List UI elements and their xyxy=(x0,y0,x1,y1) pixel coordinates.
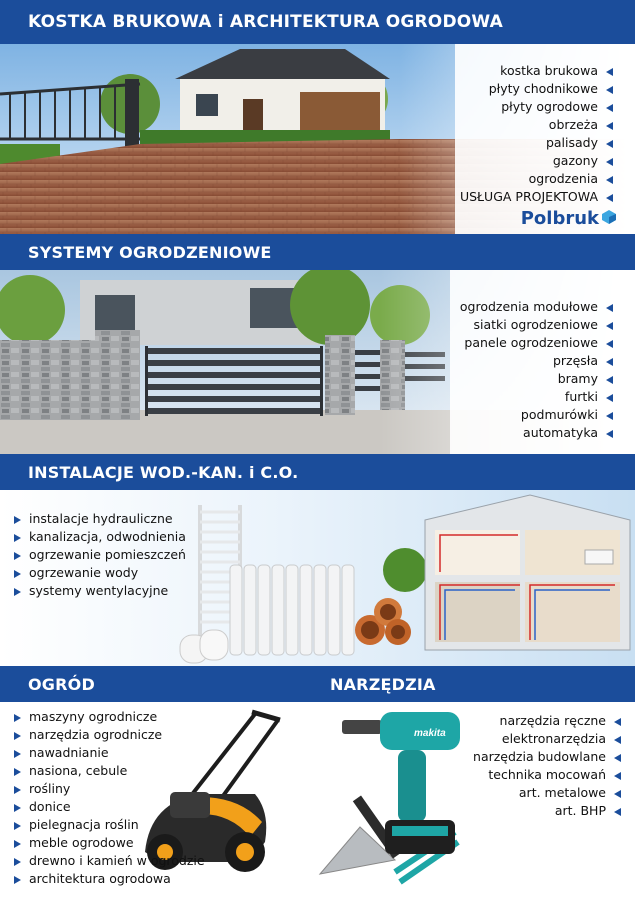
item-label: nasiona, cebule xyxy=(29,763,128,778)
list-item xyxy=(14,564,186,582)
list-item xyxy=(460,370,613,388)
arrow-left-icon xyxy=(614,772,621,780)
list-item xyxy=(14,762,205,780)
arrow-right-icon xyxy=(14,786,21,794)
arrow-left-icon xyxy=(614,808,621,816)
list-item xyxy=(460,316,613,334)
fencing-list xyxy=(460,298,613,442)
item-label: elektronarzędzia xyxy=(501,731,606,746)
arrow-left-icon xyxy=(614,736,621,744)
item-label: art. metalowe xyxy=(518,785,606,800)
plumbing-header xyxy=(0,454,635,490)
list-item xyxy=(460,352,613,370)
list-item xyxy=(460,80,613,98)
polbruk-logo xyxy=(521,208,599,229)
item-label: ogrzewanie wody xyxy=(29,565,139,580)
list-item xyxy=(460,116,613,134)
fencing-title: SYSTEMY OGRODZENIOWE xyxy=(28,243,272,262)
arrow-left-icon xyxy=(606,394,613,402)
item-label: systemy wentylacyjne xyxy=(29,583,169,598)
item-label: płyty ogrodowe xyxy=(501,99,598,114)
item-label: furtki xyxy=(564,389,598,404)
arrow-left-icon xyxy=(606,176,613,184)
item-label: ogrodzenia xyxy=(528,171,598,186)
paving-section xyxy=(0,44,635,234)
plumbing-title: INSTALACJE WOD.-KAN. i C.O. xyxy=(28,463,299,482)
arrow-right-icon xyxy=(14,552,21,560)
item-label: obrzeża xyxy=(548,117,598,132)
fencing-section xyxy=(0,270,635,454)
item-label: instalacje hydrauliczne xyxy=(29,511,173,526)
item-label: gazony xyxy=(552,153,598,168)
arrow-right-icon xyxy=(14,570,21,578)
list-item xyxy=(473,766,621,784)
garden-list xyxy=(14,708,205,888)
arrow-left-icon xyxy=(606,358,613,366)
list-item xyxy=(473,784,621,802)
item-label: rośliny xyxy=(29,781,71,796)
item-label: podmurówki xyxy=(520,407,598,422)
item-label: kostka brukowa xyxy=(500,63,598,78)
arrow-left-icon xyxy=(614,754,621,762)
list-item xyxy=(460,388,613,406)
arrow-left-icon xyxy=(606,304,613,312)
arrow-left-icon xyxy=(606,376,613,384)
list-item xyxy=(460,170,613,188)
list-item xyxy=(473,712,621,730)
list-item xyxy=(460,406,613,424)
arrow-left-icon xyxy=(614,790,621,798)
arrow-left-icon xyxy=(606,430,613,438)
arrow-right-icon xyxy=(14,714,21,722)
list-item xyxy=(460,424,613,442)
list-item xyxy=(460,188,613,206)
item-label: nawadnianie xyxy=(29,745,109,760)
arrow-left-icon xyxy=(606,122,613,130)
list-item xyxy=(14,870,205,888)
arrow-left-icon xyxy=(606,412,613,420)
arrow-left-icon xyxy=(606,104,613,112)
item-label: ogrzewanie pomieszczeń xyxy=(29,547,186,562)
item-label: panele ogrodzeniowe xyxy=(464,335,598,350)
paving-title: KOSTKA BRUKOWA i ARCHITEKTURA OGRODOWA xyxy=(28,12,503,32)
item-label: technika mocowań xyxy=(488,767,606,782)
arrow-right-icon xyxy=(14,768,21,776)
arrow-left-icon xyxy=(606,86,613,94)
item-label: narzędzia budowlane xyxy=(473,749,606,764)
list-item xyxy=(14,726,205,744)
list-item xyxy=(14,708,205,726)
item-label: przęsła xyxy=(552,353,598,368)
item-label: architektura ogrodowa xyxy=(29,871,171,886)
list-item xyxy=(14,744,205,762)
arrow-right-icon xyxy=(14,858,21,866)
cube-icon xyxy=(602,210,616,224)
arrow-left-icon xyxy=(606,140,613,148)
list-item xyxy=(460,334,613,352)
garden-title: OGRÓD xyxy=(28,675,95,694)
arrow-right-icon xyxy=(14,588,21,596)
list-item xyxy=(14,546,186,564)
list-item xyxy=(14,780,205,798)
list-item xyxy=(14,582,186,600)
arrow-right-icon xyxy=(14,516,21,524)
item-label: narzędzia ogrodnicze xyxy=(29,727,163,742)
list-item xyxy=(460,134,613,152)
list-item xyxy=(460,98,613,116)
list-item xyxy=(14,816,205,834)
item-label: pielegnacja roślin xyxy=(29,817,139,832)
item-label: drewno i kamień w ogrodzie xyxy=(29,853,205,868)
tools-title: NARZĘDZIA xyxy=(330,675,436,694)
drill-brand: makita xyxy=(414,728,446,739)
item-label: donice xyxy=(29,799,71,814)
arrow-left-icon xyxy=(606,322,613,330)
list-item xyxy=(473,730,621,748)
arrow-right-icon xyxy=(14,534,21,542)
item-label: siatki ogrodzeniowe xyxy=(473,317,598,332)
list-item xyxy=(14,528,186,546)
arrow-left-icon xyxy=(606,194,613,202)
paving-header xyxy=(0,0,635,44)
list-item xyxy=(14,798,205,816)
item-label: ogrodzenia modułowe xyxy=(459,299,598,314)
plumbing-section xyxy=(0,490,635,666)
arrow-right-icon xyxy=(14,840,21,848)
list-item xyxy=(14,834,205,852)
item-label: narzędzia ręczne xyxy=(499,713,606,728)
arrow-right-icon xyxy=(14,732,21,740)
garden-tools-section xyxy=(0,702,635,906)
list-item xyxy=(460,152,613,170)
tools-list xyxy=(473,712,621,820)
arrow-left-icon xyxy=(614,718,621,726)
list-item xyxy=(460,298,613,316)
logo-text: Polbruk xyxy=(520,208,599,229)
arrow-right-icon xyxy=(14,822,21,830)
item-label: płyty chodnikowe xyxy=(488,81,598,96)
list-item xyxy=(473,802,621,820)
item-label: kanalizacja, odwodnienia xyxy=(29,529,186,544)
garden-tools-header xyxy=(0,666,635,702)
item-label: USŁUGA PROJEKTOWA xyxy=(459,189,598,204)
item-label: meble ogrodowe xyxy=(29,835,134,850)
paving-list xyxy=(460,62,613,206)
arrow-left-icon xyxy=(606,340,613,348)
arrow-right-icon xyxy=(14,876,21,884)
item-label: bramy xyxy=(557,371,598,386)
fencing-header xyxy=(0,234,635,270)
list-item xyxy=(473,748,621,766)
item-label: art. BHP xyxy=(554,803,606,818)
list-item xyxy=(460,62,613,80)
arrow-left-icon xyxy=(606,68,613,76)
plumbing-list xyxy=(14,510,186,600)
arrow-left-icon xyxy=(606,158,613,166)
item-label: maszyny ogrodnicze xyxy=(29,709,158,724)
arrow-right-icon xyxy=(14,804,21,812)
item-label: palisady xyxy=(545,135,598,150)
list-item xyxy=(14,852,205,870)
item-label: automatyka xyxy=(523,425,598,440)
arrow-right-icon xyxy=(14,750,21,758)
list-item xyxy=(14,510,186,528)
